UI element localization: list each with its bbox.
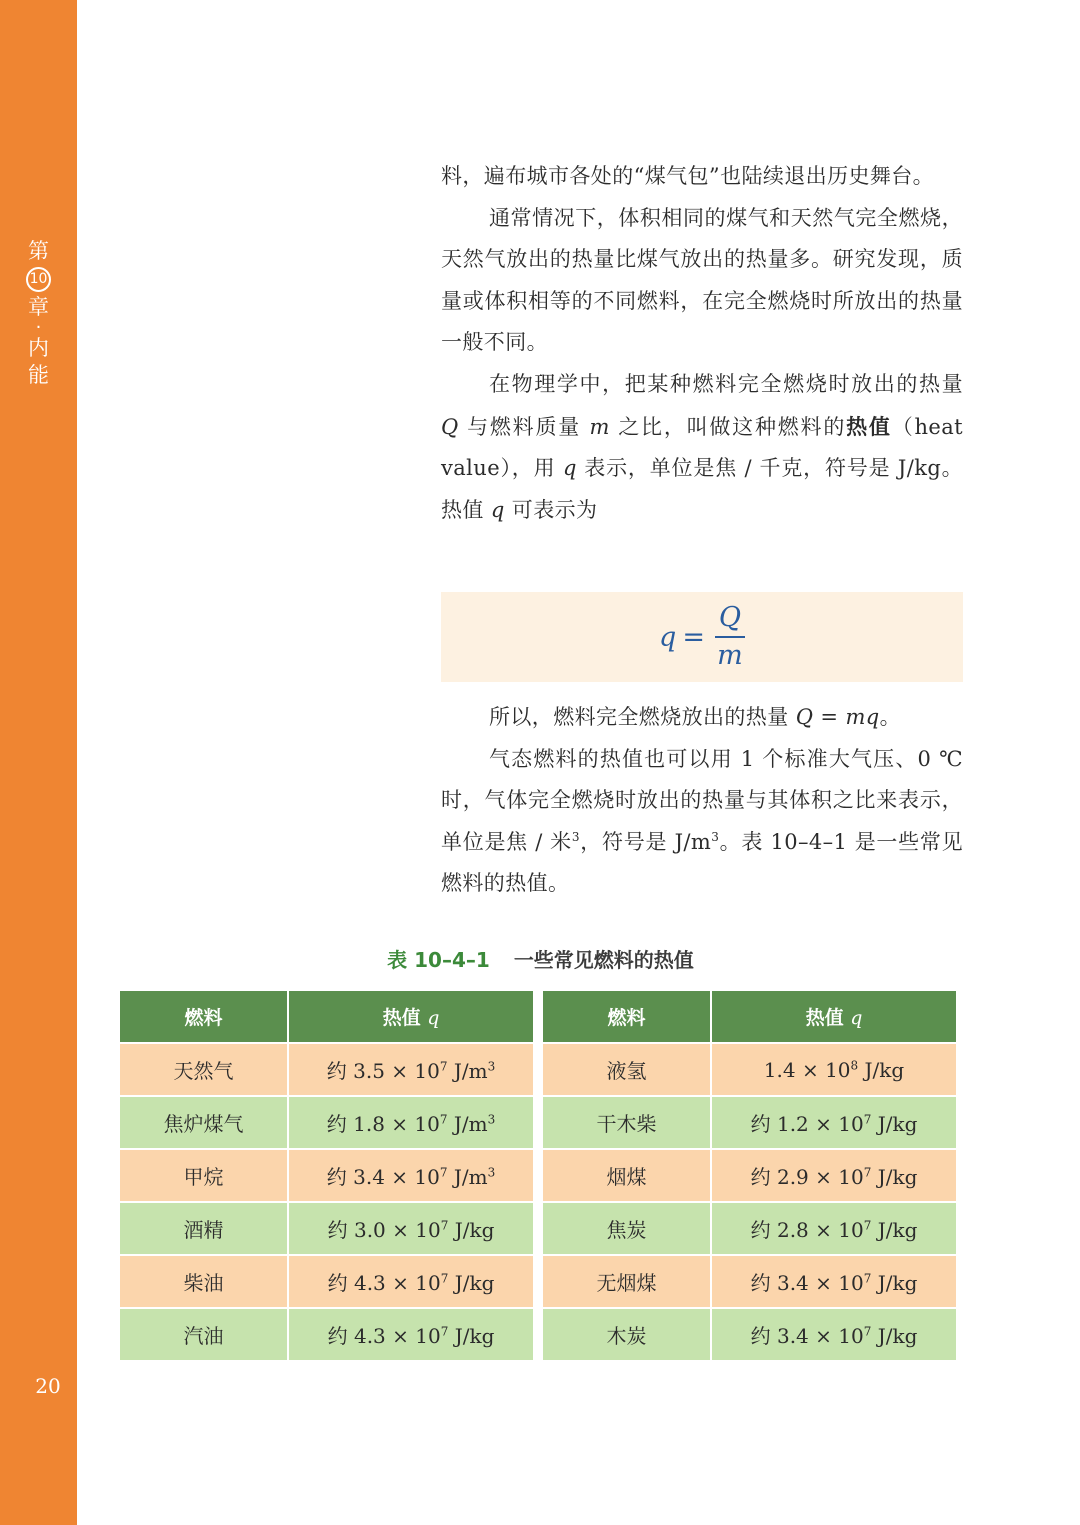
header-heat-value-label: 热值	[805, 1007, 844, 1029]
heat-value: 约 $3.0 \times 10^7$ J/kg	[288, 1202, 534, 1255]
p3-text-e: 表示，单位是焦 / 千克，符号是 J/kg。热值	[441, 456, 963, 522]
value-prefix: 约	[750, 1218, 777, 1242]
chapter-label	[0, 238, 77, 389]
formula-lhs: q	[659, 621, 677, 653]
table-row	[119, 1308, 534, 1361]
table-caption-title: 一些常见燃料的热值	[513, 948, 694, 972]
value-prefix: 约	[327, 1218, 354, 1242]
heat-value: $1.4 \times 10^8$ J/kg	[711, 1043, 957, 1096]
value-exponent: 7	[440, 1324, 449, 1339]
fuel-name: 焦炭	[542, 1202, 711, 1255]
p3-text-b: 与燃料质量	[458, 414, 590, 439]
header-heat-value	[288, 990, 534, 1043]
value-unit: J/m	[453, 1165, 488, 1189]
term-heat-value: 热值	[846, 413, 892, 439]
p5-sup-2: 3	[711, 829, 720, 844]
value-mantissa: 1.4	[763, 1057, 796, 1082]
value-exponent: 7	[863, 1112, 872, 1127]
table-row	[542, 1202, 957, 1255]
fuel-name: 焦炉煤气	[119, 1096, 288, 1149]
value-unit: J/m	[453, 1059, 488, 1083]
heat-value: 约 $4.3 \times 10^7$ J/kg	[288, 1255, 534, 1308]
value-prefix: 约	[750, 1324, 777, 1348]
value-unit: J/kg	[877, 1324, 918, 1348]
fuel-name: 木炭	[542, 1308, 711, 1361]
p5-text-c: 。表 10–4–1 是一些常见燃料的热值。	[441, 829, 963, 896]
value-prefix: 约	[750, 1271, 777, 1295]
var-Q: Q	[441, 414, 459, 439]
formula-Q-mq: Q = mq	[795, 705, 880, 729]
value-exponent: 7	[439, 1165, 448, 1180]
fuel-name: 烟煤	[542, 1149, 711, 1202]
fraction-bar	[715, 636, 745, 638]
var-q-2: q	[490, 497, 505, 522]
header-heat-value-var: q	[427, 1007, 440, 1029]
table-caption	[118, 944, 963, 973]
value-mantissa: 3.4	[776, 1271, 809, 1295]
chapter-side-band	[0, 0, 77, 1525]
table-header-row	[542, 990, 957, 1043]
p3-text-a: 在物理学中，把某种燃料完全燃烧时放出的热量	[489, 371, 963, 396]
fuel-name: 柴油	[119, 1255, 288, 1308]
header-heat-value	[711, 990, 957, 1043]
heat-value: 约 $3.5 \times 10^7$ $J/m^3$	[288, 1043, 534, 1096]
p5-text-b: ，符号是 J/m	[579, 829, 712, 854]
value-mantissa: 2.9	[776, 1165, 809, 1189]
value-unit: J/m	[453, 1112, 488, 1136]
value-unit-sup: 3	[487, 1165, 496, 1180]
header-heat-value-var: q	[850, 1007, 863, 1029]
fuel-name: 甲烷	[119, 1149, 288, 1202]
value-mantissa: 4.3	[353, 1324, 386, 1348]
fuel-name: 酒精	[119, 1202, 288, 1255]
fuel-table-left	[118, 989, 535, 1362]
value-unit: J/kg	[864, 1057, 905, 1082]
fuel-table-right	[541, 989, 958, 1362]
chapter-separator: ·	[35, 317, 42, 338]
page-number: 20	[35, 1374, 61, 1398]
heat-value: 约 $1.8 \times 10^7$ $J/m^3$	[288, 1096, 534, 1149]
chapter-prefix: 第	[28, 239, 49, 263]
p3-text-f: 可表示为	[504, 497, 598, 522]
value-unit-sup: 3	[487, 1112, 496, 1127]
chapter-number-badge: 10	[26, 267, 51, 292]
heat-value-formula	[441, 592, 963, 682]
value-unit: J/kg	[877, 1112, 918, 1136]
fuel-name: 干木柴	[542, 1096, 711, 1149]
value-prefix: 约	[327, 1324, 354, 1348]
value-mantissa: 3.0	[353, 1218, 386, 1242]
header-heat-value-label: 热值	[382, 1007, 421, 1029]
table-row	[542, 1149, 957, 1202]
value-unit: J/kg	[454, 1271, 495, 1295]
value-mantissa: 3.4	[353, 1165, 385, 1189]
value-prefix: 约	[326, 1059, 354, 1083]
value-mantissa: 4.3	[353, 1271, 386, 1295]
heat-value: 约 $3.4 \times 10^7$ J/kg	[711, 1255, 957, 1308]
table-header-row	[119, 990, 534, 1043]
chapter-title-char-2: 能	[28, 363, 49, 387]
value-unit: J/kg	[877, 1218, 918, 1242]
body-text-lower	[441, 697, 963, 905]
paragraph-5	[441, 739, 963, 905]
value-mantissa: 3.5	[353, 1059, 385, 1083]
paragraph-3	[441, 364, 963, 531]
table-row	[542, 1096, 957, 1149]
heat-value: 约 $2.8 \times 10^7$ J/kg	[711, 1202, 957, 1255]
formula-numerator: Q	[718, 602, 742, 633]
heat-value: 约 $3.4 \times 10^7$ J/kg	[711, 1308, 957, 1361]
paragraph-4	[441, 697, 963, 739]
table-row	[542, 1308, 957, 1361]
value-prefix: 约	[750, 1165, 777, 1189]
value-exponent: 8	[850, 1057, 859, 1072]
p4-text-b: 。	[879, 705, 902, 729]
chapter-title-char-1: 内	[28, 336, 49, 360]
header-fuel: 燃料	[542, 990, 711, 1043]
fuel-name: 天然气	[119, 1043, 288, 1096]
paragraph-2: 通常情况下，体积相同的煤气和天然气完全燃烧，天然气放出的热量比煤气放出的热量多。研究发现，质量或体积相等的不同燃料，在完全燃烧时所放出的热量一般不同。	[441, 205, 963, 355]
value-unit: J/kg	[877, 1165, 918, 1189]
table-row	[119, 1043, 534, 1096]
table-row	[542, 1043, 957, 1096]
heat-value: 约 $2.9 \times 10^7$ J/kg	[711, 1149, 957, 1202]
fuel-name: 无烟煤	[542, 1255, 711, 1308]
body-text-upper	[441, 156, 963, 531]
value-mantissa: 3.4	[776, 1324, 809, 1348]
heat-value: 约 $4.3 \times 10^7$ J/kg	[288, 1308, 534, 1361]
fuel-name: 汽油	[119, 1308, 288, 1361]
value-mantissa: 1.8	[353, 1112, 385, 1136]
value-prefix: 约	[326, 1112, 354, 1136]
table-row	[119, 1255, 534, 1308]
value-mantissa: 2.8	[776, 1218, 809, 1242]
value-exponent: 7	[439, 1059, 448, 1074]
value-unit-sup: 3	[487, 1059, 496, 1074]
value-exponent: 7	[439, 1112, 448, 1127]
value-prefix: 约	[327, 1271, 354, 1295]
formula-denominator: m	[717, 640, 743, 671]
formula-box	[441, 592, 963, 682]
paragraph-1: 料，遍布城市各处的“煤气包”也陆续退出历史舞台。	[441, 164, 935, 188]
formula-fraction	[715, 603, 745, 671]
chapter-suffix: 章	[28, 295, 49, 319]
p5-text-a: 气态燃料的热值也可以用 1 个标准大气压、0 ℃ 时，气体完全燃烧时放出的热量与其体积之比来表示，单位是焦 / 米	[441, 746, 963, 854]
value-exponent: 7	[863, 1218, 872, 1233]
value-exponent: 7	[863, 1324, 872, 1339]
value-unit: J/kg	[454, 1324, 495, 1348]
heat-value: 约 $1.2 \times 10^7$ J/kg	[711, 1096, 957, 1149]
p5-sup-1: 3	[571, 829, 580, 844]
value-unit: J/kg	[454, 1218, 495, 1242]
fuel-name: 液氢	[542, 1043, 711, 1096]
header-fuel: 燃料	[119, 990, 288, 1043]
value-prefix: 约	[326, 1165, 354, 1189]
heat-value: 约 $3.4 \times 10^7$ $J/m^3$	[288, 1149, 534, 1202]
value-prefix: 约	[750, 1112, 777, 1136]
table-caption-number: 表 10–4–1	[387, 948, 490, 972]
var-q: q	[562, 456, 577, 481]
value-exponent: 7	[440, 1271, 449, 1286]
table-row	[119, 1149, 534, 1202]
p4-text-a: 所以，燃料完全燃烧放出的热量	[489, 705, 796, 729]
p3-text-c: 之比，叫做这种燃料的	[609, 414, 847, 439]
formula-equals: =	[682, 621, 705, 653]
value-exponent: 7	[863, 1165, 872, 1180]
value-exponent: 7	[863, 1271, 872, 1286]
table-row	[542, 1255, 957, 1308]
value-unit: J/kg	[877, 1271, 918, 1295]
value-exponent: 7	[440, 1218, 449, 1233]
var-m: m	[589, 414, 610, 439]
value-mantissa: 1.2	[776, 1112, 809, 1136]
table-row	[119, 1096, 534, 1149]
table-row	[119, 1202, 534, 1255]
p3-text-d: （heat value），用	[441, 414, 963, 481]
